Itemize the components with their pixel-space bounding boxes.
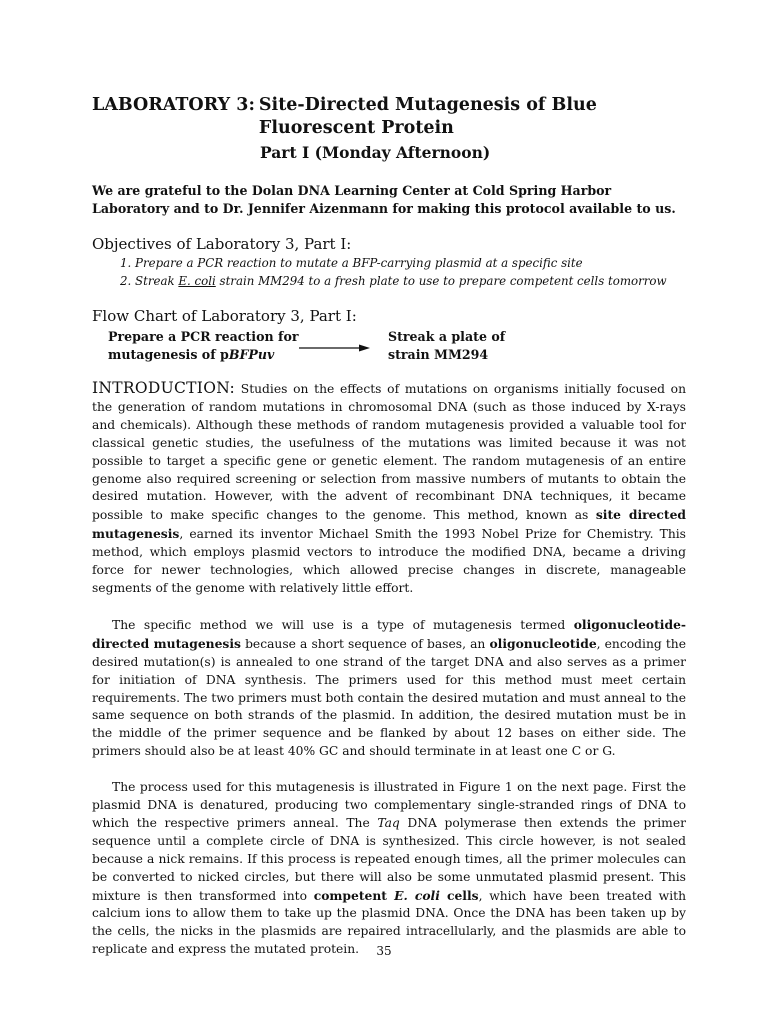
intro-paragraph-1: INTRODUCTION: Studies on the effects of mutations on organisms initially focused on the generation of random mutations in chromosomal DNA (such as those induced by X-rays and chemicals). Although these methods of random mutagenesis provided a valuable tool for classical genetic studies, the usefulness of the mutations was limited because it was not possible to target a specific gene or genetic element. The random mutagenesis of an entire genome also required screening or selection from massive numbers of mutants to obtain the desired mutation. However, with the advent of recombinant DNA techniques, it became possible to make specific changes to the genome. This method, known as site directed mutagenesis, earned its inventor Michael Smith the 1993 Nobel Prize for Chemistry. This method, which employs plasmid vectors to introduce the modified DNA, became a driving force for newer technologies, which allowed precise changes in discrete, manageable segments of the genome with relatively little effort. bbox=[92, 379, 687, 595]
acknowledgement: We are grateful to the Dolan DNA Learning Center at Cold Spring Harbor Laboratory and to Dr. Jennifer Aizenmann for making this protocol available to us. bbox=[92, 183, 676, 216]
page-number: 35 bbox=[376, 944, 392, 958]
flow-step-streak: Streak a plate of strain MM294 bbox=[388, 329, 506, 362]
flow-arrow-icon bbox=[299, 343, 371, 353]
objective-item-1: 1. Prepare a PCR reaction to mutate a BFP-carrying plasmid at a specific site bbox=[120, 256, 583, 270]
flow-chart bbox=[92, 328, 686, 368]
title-main: Site-Directed Mutagenesis of Blue Fluorescent Protein bbox=[258, 95, 597, 138]
objectives-list bbox=[120, 254, 686, 290]
ecoli-underlined: E. coli bbox=[178, 274, 216, 288]
page-subtitle: Part I (Monday Afternoon) bbox=[260, 143, 491, 162]
document-page bbox=[92, 94, 686, 959]
intro-heading: INTRODUCTION: bbox=[92, 379, 236, 397]
lab-number: LABORATORY 3: bbox=[92, 95, 255, 115]
intro-paragraph-3: The process used for this mutagenesis is illustrated in Figure 1 on the next page. First the plasmid DNA is denatured, producing two complementary single-stranded rings of DNA to which the respective primers anneal. The Taq DNA polymerase then extends the primer sequence until a complete circle of DNA is synthesized. This circle however, is not sealed because a nick remains. If this process is repeated enough times, all the primer molecules can be converted to nicked circles, but there will also be some unmutated plasmid present. This mixture is then transformed into competent E. coli cells, which have been treated with calcium ions to allow them to take up the plasmid DNA. Once the DNA has been taken up by the cells, the nicks in the plasmids are repaired intracellularly, and the plasmids are able to replicate and express the mutated protein. bbox=[92, 780, 686, 957]
flow-chart-heading: Flow Chart of Laboratory 3, Part I: bbox=[92, 307, 357, 325]
flow-step-pcr: Prepare a PCR reaction for mutagenesis of pBFPuv bbox=[108, 329, 299, 362]
page-title bbox=[92, 94, 686, 140]
intro-paragraph-2: The specific method we will use is a type of mutagenesis termed oligonucleotide-directed mutagenesis because a short sequence of bases, an oligonucleotide, encoding the desired mutation(s) is annealed to one strand of the target DNA and also serves as a primer for initiation of DNA synthesis. The primers used for this method must meet certain requirements. The two primers must both contain the desired mutation and must anneal to the same sequence on both strands of the plasmid. In addition, the desired mutation must be in the middle of the primer sequence and be flanked by about 12 bases on either side. The primers should also be at least 40% GC and should terminate in at least one C or G. bbox=[92, 616, 686, 759]
objective-item-2: 2. Streak E. coli strain MM294 to a fresh plate to use to prepare competent cells tomorrow bbox=[120, 274, 667, 288]
objectives-heading: Objectives of Laboratory 3, Part I: bbox=[92, 235, 352, 253]
